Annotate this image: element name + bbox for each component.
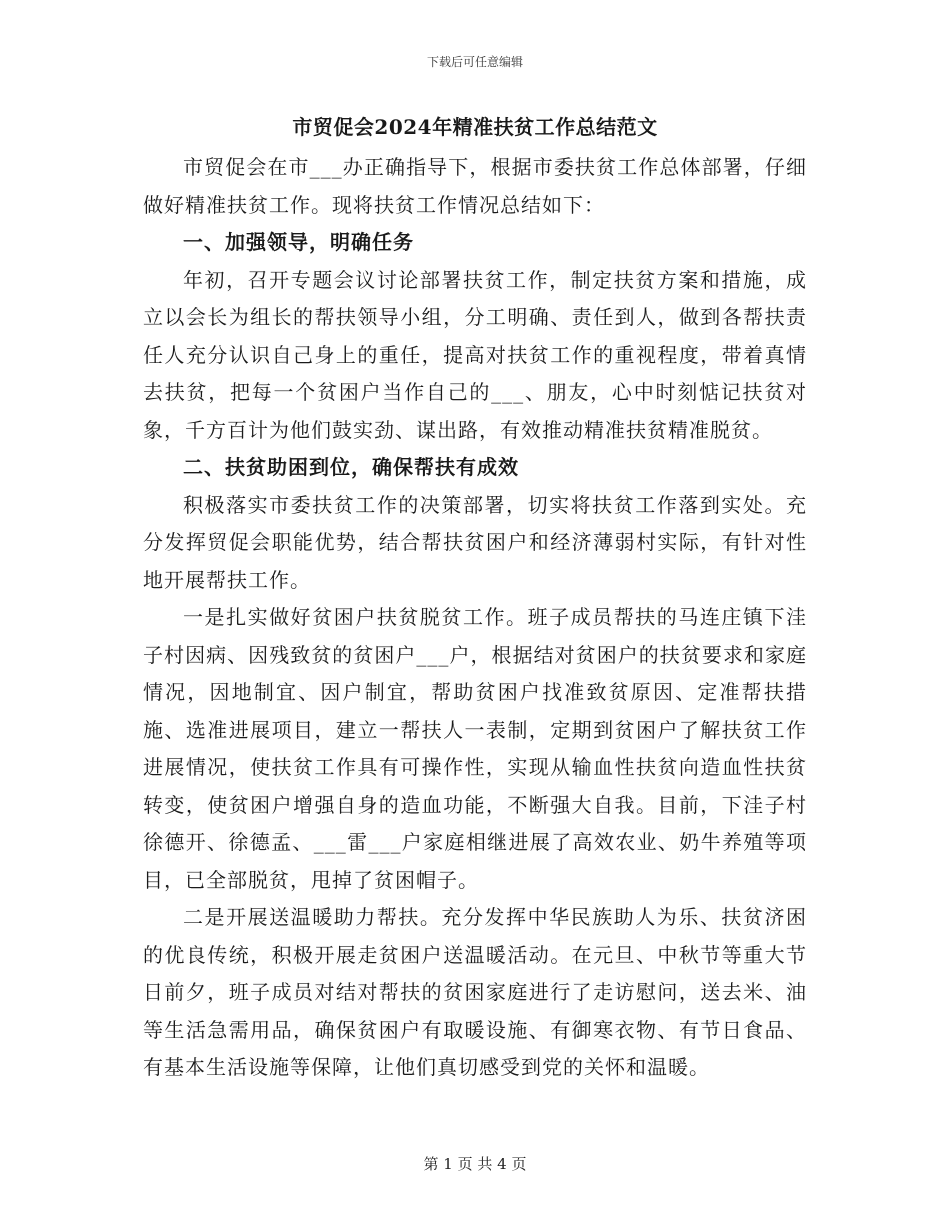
section-2-paragraph-1: 积极落实市委扶贫工作的决策部署，切实将扶贫工作落到实处。充分发挥贸促会职能优势，结合帮扶贫困户和经济薄弱村实际，有针对性地开展帮扶工作。 (143, 492, 807, 592)
document-title: 市贸促会2024年精准扶贫工作总结范文 (292, 115, 658, 139)
section-2-heading: 二、扶贫助困到位，确保帮扶有成效 (183, 455, 519, 479)
section-1-paragraph: 年初，召开专题会议讨论部署扶贫工作，制定扶贫方案和措施，成立以会长为组长的帮扶领导小组，分工明确、责任到人，做到各帮扶责任人充分认识自己身上的重任，提高对扶贫工作的重视程度，带着真情去扶贫，把每一个贫困户当作自己的___、朋友，心中时刻惦记扶贫对象，千方百计为他们鼓实劲、谋出路，有效推动精准扶贫精准脱贫。 (143, 267, 807, 442)
header-note: 下载后可任意编辑 (426, 55, 523, 69)
section-1-heading: 一、加强领导，明确任务 (183, 230, 414, 254)
page-number: 第 1 页 共 4 页 (423, 1155, 527, 1173)
section-2-paragraph-3: 二是开展送温暖助力帮扶。充分发挥中华民族助人为乐、扶贫济困的优良传统，积极开展走贫困户送温暖活动。在元旦、中秋节等重大节日前夕，班子成员对结对帮扶的贫困家庭进行了走访慰问，送去米、油等生活急需用品，确保贫困户有取暖设施、有御寒衣物、有节日食品、有基本生活设施等保障，让他们真切感受到党的关怀和温暖。 (143, 905, 807, 1079)
section-2-paragraph-2: 一是扎实做好贫困户扶贫脱贫工作。班子成员帮扶的马连庄镇下洼子村因病、因残致贫的贫困户___户，根据结对贫困户的扶贫要求和家庭情况，因地制宜、因户制宜，帮助贫困户找准致贫原因、定准帮扶措施、选准进展项目，建立一帮扶人一表制，定期到贫困户了解扶贫工作进展情况，使扶贫工作具有可操作性，实现从输血性扶贫向造血性扶贫转变，使贫困户增强自身的造血功能，不断强大自我。目前，下洼子村徐德开、徐德孟、___雷___户家庭相继进展了高效农业、奶牛养殖等项目，已全部脱贫，甩掉了贫困帽子。 (143, 605, 807, 892)
document-body (143, 109, 807, 1087)
intro-paragraph: 市贸促会在市___办正确指导下，根据市委扶贫工作总体部署，仔细做好精准扶贫工作。现将扶贫工作情况总结如下： (143, 155, 807, 217)
